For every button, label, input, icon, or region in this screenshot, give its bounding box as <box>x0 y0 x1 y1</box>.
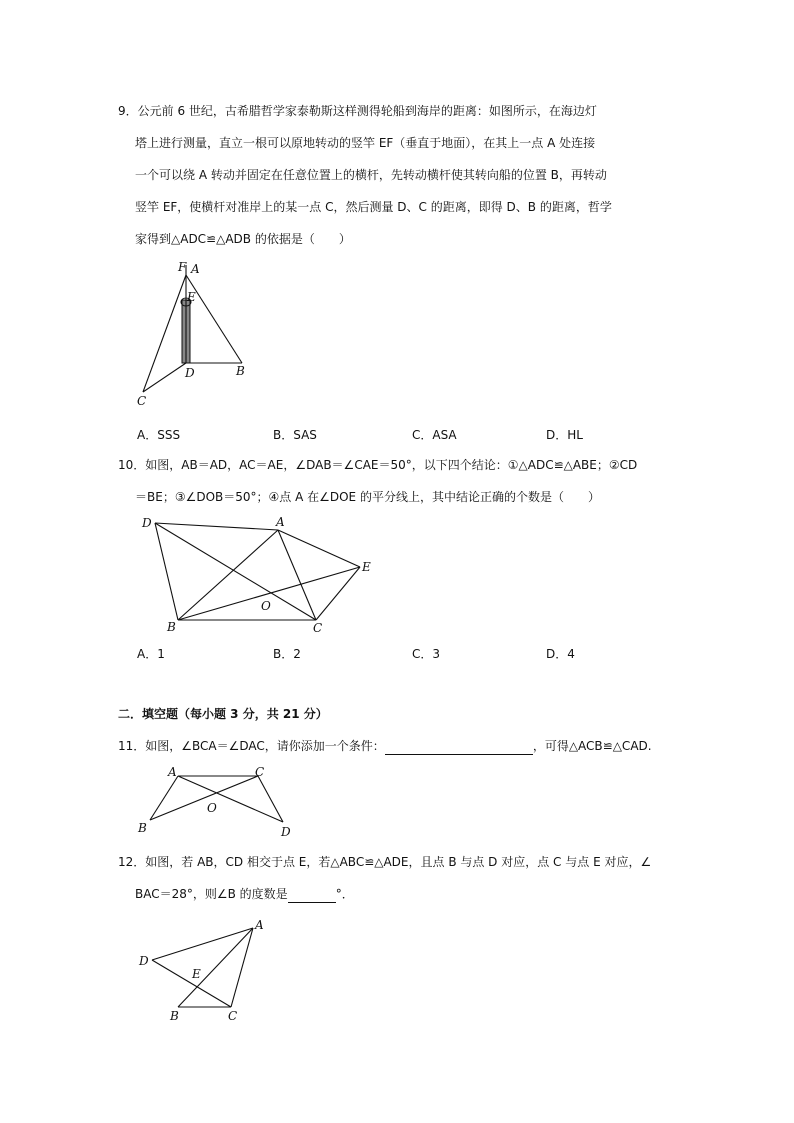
q10-option-c[interactable]: C．3 <box>412 647 441 661</box>
q9-option-d[interactable]: D．HL <box>546 428 583 442</box>
q9-option-b[interactable]: B．SAS <box>273 428 317 442</box>
q9-option-a[interactable]: A．SSS <box>137 428 181 442</box>
q12-label-b: B <box>170 1009 179 1023</box>
q9-line-2: 塔上进行测量，直立一根可以原地转动的竖竿 EF（垂直于地面），在其上一点 A 处连接 <box>135 136 596 150</box>
q12-label-e: E <box>192 967 201 981</box>
q10-line-2: ＝BE；③∠DOB＝50°；④点 A 在∠DOE 的平分线上，其中结论正确的个数是（ ） <box>135 490 600 504</box>
q11-line-cb <box>150 776 258 820</box>
q12-line-1: 12．如图，若 AB，CD 相交于点 E，若△ABC≌△ADE，且点 B 与点 D 对应，点 C 与点 E 对应，∠ <box>118 855 652 869</box>
q11-label-o: O <box>207 801 217 815</box>
q12-label-a: A <box>255 918 264 932</box>
q11-label-b: B <box>138 821 147 835</box>
q10-line-1: 10．如图，AB＝AD，AC＝AE，∠DAB＝∠CAE＝50°，以下四个结论：①△ADC≌△ABE；②CD <box>118 458 638 472</box>
q12-label-d: D <box>139 954 149 968</box>
q9-line-4: 竖竿 EF，使横杆对准岸上的某一点 C，然后测量 D、C 的距离，即得 D、B 的距离，哲学 <box>135 200 612 214</box>
q9-label-f: F <box>178 260 187 274</box>
q12-label-c: C <box>228 1009 238 1023</box>
q9-line-ac <box>143 275 186 392</box>
q10-line-dc <box>155 523 316 620</box>
q10-option-b[interactable]: B．2 <box>273 647 301 661</box>
q9-line-ab <box>186 275 242 363</box>
q12-answer-blank[interactable] <box>288 886 336 903</box>
q9-label-e: E <box>187 290 196 304</box>
q10-label-d: D <box>142 516 152 530</box>
q11-label-a: A <box>168 765 177 779</box>
q11-line-ad <box>178 776 283 822</box>
q12-prefix: BAC＝28°，则∠B 的度数是 <box>135 887 288 901</box>
q10-option-a[interactable]: A．1 <box>137 647 165 661</box>
q10-line-ac <box>278 530 316 620</box>
q9-label-b: B <box>236 364 245 378</box>
q10-figure <box>135 510 380 635</box>
q12-suffix: °． <box>335 887 354 901</box>
q11-label-c: C <box>255 765 265 779</box>
q10-line-ae <box>278 530 360 567</box>
q10-line-db <box>155 523 178 620</box>
q11-figure <box>130 760 300 842</box>
q10-label-e: E <box>362 560 371 574</box>
q9-line-cd <box>143 363 186 392</box>
q11-line-cd <box>258 776 283 822</box>
q10-line-ce <box>316 567 360 620</box>
q11-line <box>118 738 652 755</box>
q10-label-a: A <box>276 515 285 529</box>
q9-option-c[interactable]: C．ASA <box>412 428 457 442</box>
q10-line-da <box>155 523 278 530</box>
q11-prefix: 11．如图，∠BCA＝∠DAC，请你添加一个条件： <box>118 739 385 753</box>
q10-label-o: O <box>261 599 271 613</box>
q12-figure <box>135 912 275 1027</box>
q9-line-1: 9．公元前 6 世纪，古希腊哲学家泰勒斯这样测得轮船到海岸的距离：如图所示，在海边灯 <box>118 104 597 118</box>
q9-label-a: A <box>191 262 200 276</box>
q10-label-c: C <box>313 621 323 635</box>
q9-line-3: 一个可以绕 A 转动并固定在任意位置上的横杆，先转动横杆使其转向船的位置 B，再转动 <box>135 168 607 182</box>
q9-label-d: D <box>185 366 195 380</box>
q11-answer-blank[interactable] <box>385 738 533 755</box>
q11-line-ab <box>150 776 178 820</box>
q11-label-d: D <box>281 825 291 839</box>
section-title: 二．填空题（每小题 3 分，共 21 分） <box>118 707 328 721</box>
q10-option-d[interactable]: D．4 <box>546 647 575 661</box>
q12-line-2 <box>135 886 354 903</box>
q9-line-5: 家得到△ADC≌△ADB 的依据是（ ） <box>135 232 351 246</box>
q10-label-b: B <box>167 620 176 634</box>
q9-figure <box>130 255 260 415</box>
q11-suffix: ，可得△ACB≌△CAD. <box>532 739 652 753</box>
q9-label-c: C <box>137 394 147 408</box>
